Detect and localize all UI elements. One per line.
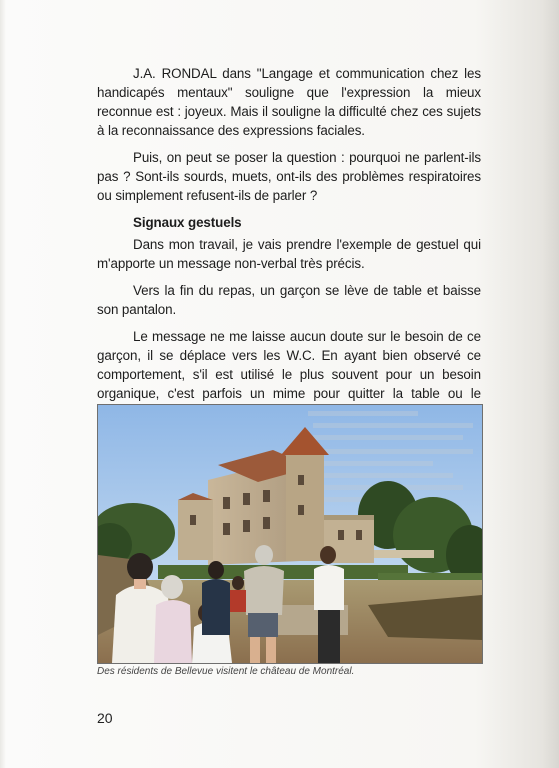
body-text [97, 64, 481, 449]
paragraph-rondal: J.A. RONDAL dans "Langage et communication chez les handicapés mentaux" souligne que l'expression la mieux reconnue est : joyeux. Mais il souligne la difficulté chez ces sujets à la reconnaissance des expressions faciales. [97, 66, 481, 138]
paragraph-repas: Vers la fin du repas, un garçon se lève de table et baisse son pantalon. [97, 283, 481, 317]
chateau-photo [97, 404, 483, 664]
chateau-illustration [98, 405, 482, 663]
paragraph-message: Le message ne me laisse aucun doute sur le besoin de ce garçon, il se déplace vers les W.C. En ayant bien observé ce comportement, s'il est utilisé le plus souvent pour un besoin organique, c'est parfois un mime pour quitter la table ou le [97, 329, 481, 401]
paragraph-gestuel: Dans mon travail, je vais prendre l'exemple de gestuel qui m'apporte un message non-verbal très précis. [97, 237, 481, 271]
section-heading: Signaux gestuels [133, 215, 242, 230]
paragraph-question: Puis, on peut se poser la question : pourquoi ne parlent-ils pas ? Sont-ils sourds, muets, ont-ils des problèmes respiratoires ou simplement refusent-ils de parler ? [97, 150, 481, 203]
page-number: 20 [97, 710, 113, 726]
page-gutter-shadow [0, 0, 6, 768]
photo-caption: Des résidents de Bellevue visitent le château de Montréal. [97, 666, 355, 677]
